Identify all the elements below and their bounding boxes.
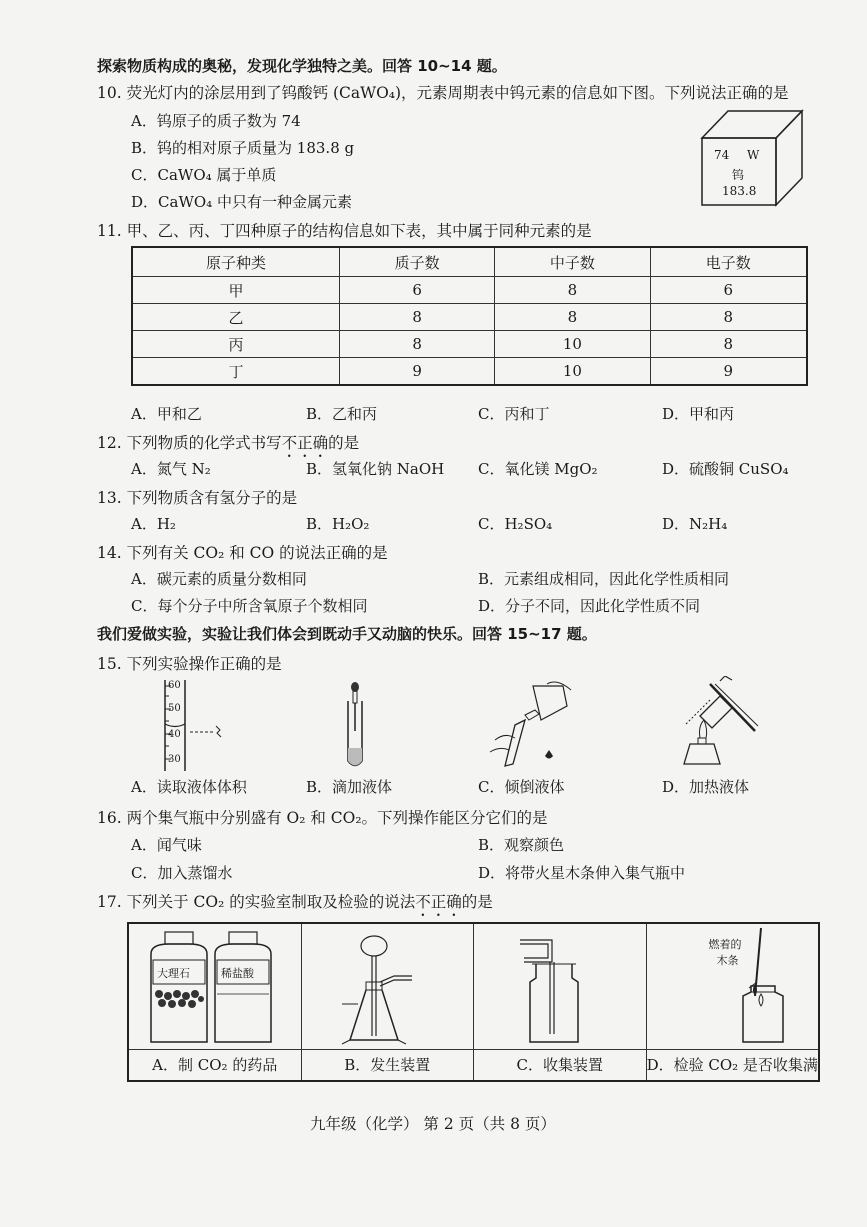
q10-option-a: A．钨原子的质子数为 74 <box>131 112 301 130</box>
q16-option-a: A．闻气味 <box>131 836 202 854</box>
section-intro-1: 探索物质构成的奥秘，发现化学独特之美。回答 10~14 题。 <box>97 57 507 75</box>
table-row <box>132 331 807 358</box>
table-cell: 甲 <box>132 277 340 304</box>
table-cell: 8 <box>495 277 650 304</box>
q17-panel-b <box>302 924 475 1080</box>
q14-option-a: A．碳元素的质量分数相同 <box>131 570 307 588</box>
table-cell: 8 <box>495 304 650 331</box>
table-header: 中子数 <box>495 247 650 277</box>
q14-option-c: C．每个分子中所含氧原子个数相同 <box>131 597 368 615</box>
q17-panel-c <box>474 924 647 1080</box>
atom-structure-table <box>131 246 808 386</box>
table-cell: 乙 <box>132 304 340 331</box>
table-header: 电子数 <box>650 247 807 277</box>
q15-option-c: C．倾倒液体 <box>478 778 565 796</box>
emphasis-not-correct: 不正确 <box>415 893 462 911</box>
q16-option-c: C．加入蒸馏水 <box>131 864 233 882</box>
q11-option-d: D．甲和丙 <box>662 405 735 423</box>
table-cell: 8 <box>650 331 807 358</box>
q10-option-c: C．CaWO₄ 属于单质 <box>131 166 277 184</box>
table-cell: 6 <box>650 277 807 304</box>
q17-caption-d: D．检验 CO₂ 是否收集满 <box>647 1049 819 1080</box>
question-12-stem: 12. 下列物质的化学式书写不正确的是 <box>97 434 360 452</box>
element-symbol: W <box>747 148 760 162</box>
q13-option-c: C．H₂SO₄ <box>478 515 553 533</box>
q17-figure-panel <box>127 922 820 1082</box>
q11-option-b: B．乙和丙 <box>306 405 378 423</box>
q13-option-d: D．N₂H₄ <box>662 515 728 533</box>
table-row <box>132 358 807 386</box>
table-cell: 8 <box>650 304 807 331</box>
section-intro-2: 我们爱做实验，实验让我们体会到既动手又动脑的快乐。回答 15~17 题。 <box>97 625 597 643</box>
q11-option-c: C．丙和丁 <box>478 405 550 423</box>
cylinder-tick-60: 60 <box>168 680 181 691</box>
table-cell: 8 <box>340 304 495 331</box>
cylinder-tick-50: 50 <box>168 703 181 714</box>
q11-option-a: A．甲和乙 <box>131 405 202 423</box>
q12-option-b: B．氢氧化钠 NaOH <box>306 460 445 478</box>
table-cell: 丙 <box>132 331 340 358</box>
question-14-stem: 14. 下列有关 CO₂ 和 CO 的说法正确的是 <box>97 544 388 562</box>
table-row <box>132 304 807 331</box>
table-cell: 10 <box>495 331 650 358</box>
table-header: 质子数 <box>340 247 495 277</box>
question-15-stem: 15. 下列实验操作正确的是 <box>97 655 282 673</box>
question-13-stem: 13. 下列物质含有氢分子的是 <box>97 489 298 507</box>
figure-heating-liquid <box>660 676 760 771</box>
label-burning-stick-1: 燃着的 <box>708 938 742 951</box>
q14-option-d: D．分子不同，因此化学性质不同 <box>478 597 701 615</box>
q16-option-d: D．将带火星木条伸入集气瓶中 <box>478 864 686 882</box>
table-cell: 6 <box>340 277 495 304</box>
label-burning-stick-2: 木条 <box>716 954 739 967</box>
cylinder-tick-30: 30 <box>168 754 181 765</box>
table-cell: 10 <box>495 358 650 386</box>
question-17-stem: 17. 下列关于 CO₂ 的实验室制取及检验的说法不正确的是 <box>97 893 493 911</box>
table-header-row <box>132 247 807 277</box>
question-11-stem: 11. 甲、乙、丙、丁四种原子的结构信息如下表，其中属于同种元素的是 <box>97 222 592 240</box>
figure-pouring-liquid <box>485 680 580 775</box>
question-10-stem: 10. 荧光灯内的涂层用到了钨酸钙 (CaWO₄)，元素周期表中钨元素的信息如下图。下列说法正确的是 <box>97 84 789 102</box>
element-name: 钨 <box>732 168 745 182</box>
figure-dropper <box>335 676 375 771</box>
q12-option-c: C．氧化镁 MgO₂ <box>478 460 598 478</box>
q15-option-d: D．加热液体 <box>662 778 750 796</box>
label-marble: 大理石 <box>157 967 190 980</box>
emphasis-not-correct: 不正确 <box>281 434 329 452</box>
q12-option-a: A．氮气 N₂ <box>131 460 211 478</box>
table-header: 原子种类 <box>132 247 340 277</box>
table-cell: 8 <box>340 331 495 358</box>
question-16-stem: 16. 两个集气瓶中分别盛有 O₂ 和 CO₂。下列操作能区分它们的是 <box>97 809 548 827</box>
q12-option-d: D．硫酸铜 CuSO₄ <box>662 460 789 478</box>
q17-panel-a <box>129 924 302 1080</box>
q17-panel-d <box>647 924 819 1080</box>
element-number: 74 <box>714 148 730 162</box>
q13-option-a: A．H₂ <box>131 515 176 533</box>
table-cell: 丁 <box>132 358 340 386</box>
q10-option-d: D．CaWO₄ 中只有一种金属元素 <box>131 193 352 211</box>
page-footer: 九年级（化学） 第 2 页（共 8 页） <box>310 1115 556 1133</box>
label-dilute-hcl: 稀盐酸 <box>221 967 254 980</box>
table-cell: 9 <box>340 358 495 386</box>
q10-option-b: B．钨的相对原子质量为 183.8 g <box>131 139 355 157</box>
figure-graduated-cylinder <box>150 676 240 771</box>
q17-caption-a: A．制 CO₂ 的药品 <box>129 1049 301 1080</box>
cylinder-tick-40: 40 <box>168 729 181 740</box>
table-cell: 9 <box>650 358 807 386</box>
table-row <box>132 277 807 304</box>
element-mass: 183.8 <box>722 184 757 198</box>
q14-option-b: B．元素组成相同，因此化学性质相同 <box>478 570 730 588</box>
q16-option-b: B．观察颜色 <box>478 836 565 854</box>
q17-caption-b: B．发生装置 <box>302 1049 474 1080</box>
q15-option-b: B．滴加液体 <box>306 778 393 796</box>
q13-option-b: B．H₂O₂ <box>306 515 370 533</box>
q15-option-a: A．读取液体体积 <box>131 778 247 796</box>
element-box-tungsten <box>700 108 804 208</box>
q17-caption-c: C．收集装置 <box>474 1049 646 1080</box>
